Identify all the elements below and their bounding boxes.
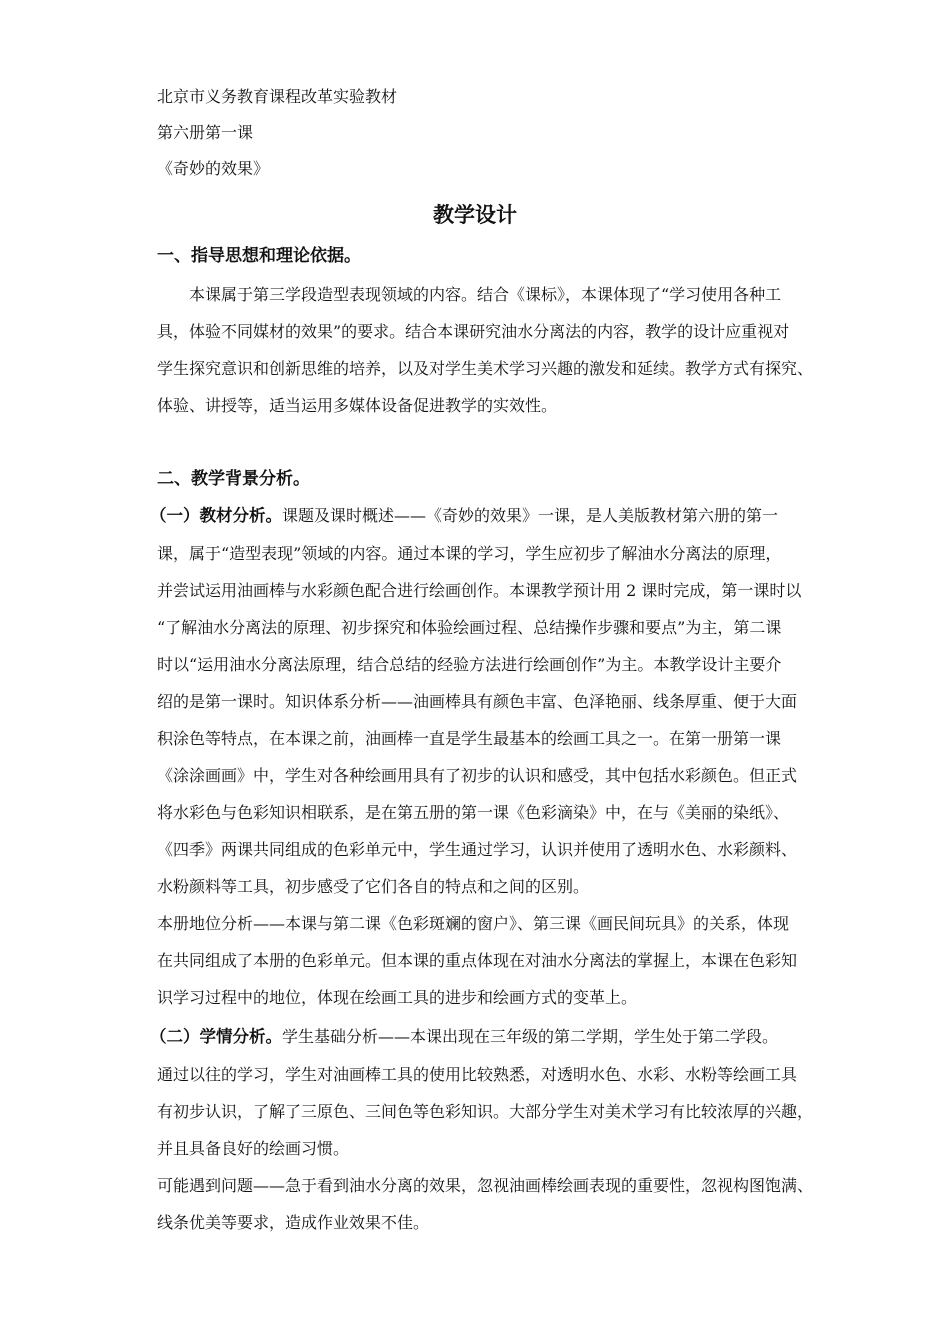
subsection1-text: 课题及课时概述——《奇妙的效果》一课，是人美版教材第六册的第一 — [282, 506, 779, 525]
document-title: 教学设计 — [433, 203, 517, 227]
section1-line: 本课属于第三学段造型表现领域的内容。结合《课标》，本课体现了“学习使用各种工 — [189, 285, 782, 304]
subsection2-line: 线条优美等要求，造成作业效果不佳。 — [157, 1213, 430, 1232]
header-lesson: 《奇妙的效果》 — [157, 159, 270, 178]
section1-line: 学生探究意识和创新思维的培养，以及对学生美术学习兴趣的激发和延续。教学方式有探究、 — [157, 359, 814, 378]
subsection1-line: 绍的是第一课时。知识体系分析——油画棒具有颜色丰富、色泽艳丽、线条厚重、便于大面 — [157, 692, 798, 711]
subsection1-line: 并尝试运用油画棒与水彩颜色配合进行绘画创作。本课教学预计用 2 课时完成，第一课时以 — [157, 581, 802, 600]
section1-heading: 一、指导思想和理论依据。 — [157, 246, 361, 266]
subsection1-line: 课，属于“造型表现”领域的内容。通过本课的学习，学生应初步了解油水分离法的原理， — [157, 544, 782, 563]
subsection1-line: 本册地位分析——本课与第二课《色彩斑斓的窗户》、第三课《画民间玩具》的关系，体现 — [157, 914, 790, 933]
subsection2-first-line — [150, 1026, 857, 1048]
subsection1-line: 《四季》两课共同组成的色彩单元中，学生通过学习，认识并使用了透明水色、水彩颜料、 — [157, 840, 798, 859]
header-volume: 第六册第一课 — [157, 123, 254, 142]
subsection1-line: “了解油水分离法的原理、初步探究和体验绘画过程、总结操作步骤和要点”为主，第二课 — [157, 618, 782, 637]
subsection2-line: 有初步认识，了解了三原色、三间色等色彩知识。大部分学生对美术学习有比较浓厚的兴趣， — [157, 1102, 814, 1121]
subsection1-line: 时以“运用油水分离法原理，结合总结的经验方法进行绘画创作”为主。本教学设计主要介 — [157, 655, 782, 674]
subsection2-text: 学生基础分析——本课出现在三年级的第二学期，学生处于第二学段。 — [282, 1027, 779, 1046]
subsection1-line: 在共同组成了本册的色彩单元。但本课的重点体现在对油水分离法的掌握上，本课在色彩知 — [157, 951, 798, 970]
section2-heading: 二、教学背景分析。 — [157, 469, 310, 489]
subsection1-line: 《涂涂画画》中，学生对各种绘画用具有了初步的认识和感受，其中包括水彩颜色。但正式 — [157, 766, 798, 785]
subsection1-first-line — [150, 505, 857, 527]
section1-line: 体验、讲授等，适当运用多媒体设备促进教学的实效性。 — [157, 396, 558, 415]
subsection2-label: （二）学情分析。 — [150, 1027, 282, 1046]
subsection1-line: 识学习过程中的地位，体现在绘画工具的进步和绘画方式的变革上。 — [157, 988, 638, 1007]
subsection1-line: 水粉颜料等工具，初步感受了它们各自的特点和之间的区别。 — [157, 877, 590, 896]
subsection1-label: （一）教材分析。 — [150, 506, 282, 525]
subsection2-line: 通过以往的学习，学生对油画棒工具的使用比较熟悉，对透明水色、水彩、水粉等绘画工具 — [157, 1065, 798, 1084]
section1-line: 具，体验不同媒材的效果”的要求。结合本课研究油水分离法的内容，教学的设计应重视对 — [157, 322, 790, 341]
subsection1-line: 积涂色等特点，在本课之前，油画棒一直是学生最基本的绘画工具之一。在第一册第一课 — [157, 729, 782, 748]
subsection2-line: 并且具备良好的绘画习惯。 — [157, 1139, 350, 1158]
header-series: 北京市义务教育课程改革实验教材 — [157, 87, 398, 106]
subsection1-line: 将水彩色与色彩知识相联系，是在第五册的第一课《色彩滴染》中，在与《美丽的染纸》、 — [157, 803, 790, 822]
subsection2-line: 可能遇到问题——急于看到油水分离的效果，忽视油画棒绘画表现的重要性，忽视构图饱满、 — [157, 1176, 814, 1195]
